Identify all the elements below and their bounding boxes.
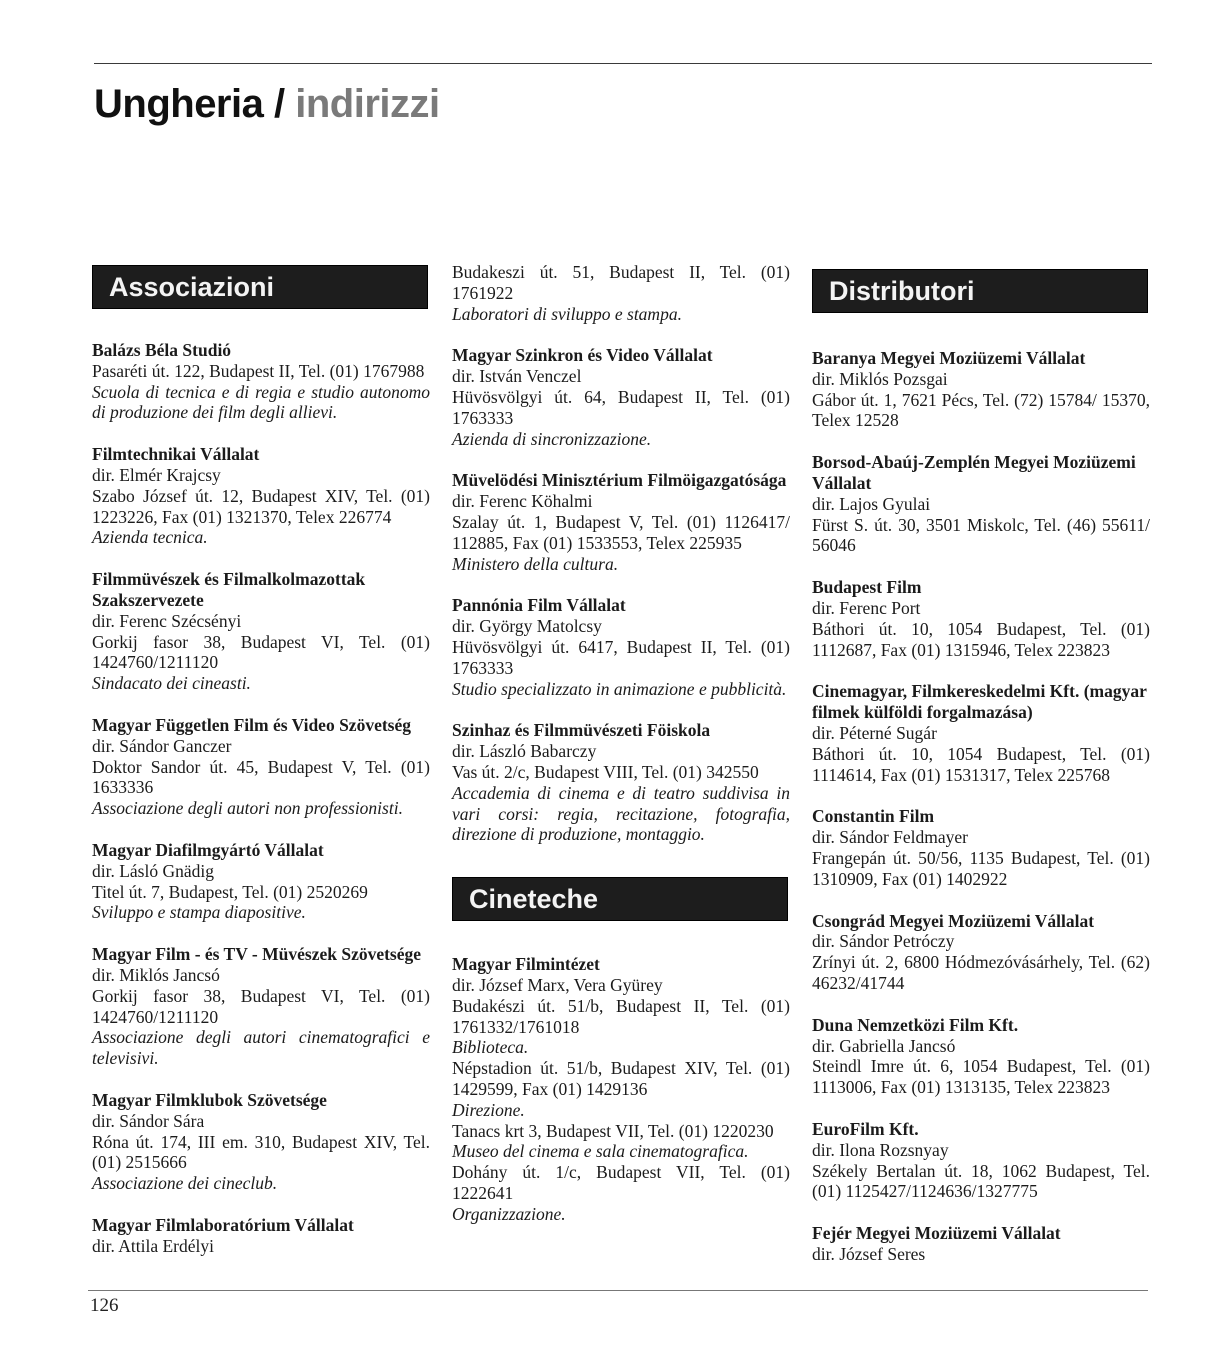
entry-name: Szinhaz és Filmmüvészeti Föiskola xyxy=(452,720,711,741)
entry-name: Magyar Filmklubok Szövetsége xyxy=(92,1089,327,1110)
section-header-cineteche: Cineteche xyxy=(452,877,788,921)
page-number: 126 xyxy=(90,1295,119,1316)
column-middle xyxy=(452,262,790,1245)
entry-line: Doktor Sandor út. 45, Budapest V, Tel. (01) 1633336 xyxy=(92,756,430,798)
directory-entry xyxy=(92,715,430,819)
entry-description: Ministero della cultura. xyxy=(452,553,619,574)
entry-line: Hüvösvölgyi út. 64, Budapest II, Tel. (01) 1763333 xyxy=(452,386,790,428)
entry-list xyxy=(812,348,1150,1265)
continued-entry xyxy=(452,262,790,324)
entry-line: dir. György Matolcsy xyxy=(452,616,602,637)
directory-entry xyxy=(812,806,1150,889)
entry-line: Fürst S. út. 30, 3501 Miskolc, Tel. (46) 55611/ 56046 xyxy=(812,514,1150,556)
directory-entry xyxy=(812,1015,1150,1098)
entry-line: Báthori út. 10, 1054 Budapest, Tel. (01) 1114614, Fax (01) 1531317, Telex 225768 xyxy=(812,743,1150,785)
entry-description: Museo del cinema e sala cinematografica. xyxy=(452,1141,749,1162)
entry-line: dir. László Babarczy xyxy=(452,741,597,762)
entry-line: dir. Péterné Sugár xyxy=(812,722,937,743)
entry-list xyxy=(452,954,790,1224)
entry-line: Vas út. 2/c, Budapest VIII, Tel. (01) 342550 xyxy=(452,761,759,782)
directory-entry xyxy=(92,840,430,923)
entry-line: dir. Lajos Gyulai xyxy=(812,493,931,514)
entry-line: Szabo József út. 12, Budapest XIV, Tel. (01) 1223226, Fax (01) 1321370, Telex 226774 xyxy=(92,485,430,527)
entry-line: dir. Ferenc Szécsényi xyxy=(92,610,242,631)
entry-line: dir. Ilona Rozsnyay xyxy=(812,1139,949,1160)
page-title xyxy=(94,80,440,128)
entry-name: Magyar Filmlaboratórium Vállalat xyxy=(92,1214,354,1235)
entry-line: Róna út. 174, III em. 310, Budapest XIV, Tel. (01) 2515666 xyxy=(92,1131,430,1173)
entry-name: Balázs Béla Studió xyxy=(92,340,232,360)
entry-line: dir. Sándor Ganczer xyxy=(92,735,232,756)
entry-line: dir. István Venczel xyxy=(452,366,582,387)
entry-list xyxy=(452,345,790,845)
entry-name: Borsod-Abaúj-Zemplén Megyei Moziüzemi Vállalat xyxy=(812,452,1136,493)
entry-line: Steindl Imre út. 6, 1054 Budapest, Tel. (01) 1113006, Fax (01) 1313135, Telex 223823 xyxy=(812,1056,1150,1098)
entry-description: Direzione. xyxy=(452,1099,525,1120)
directory-entry xyxy=(812,681,1150,785)
entry-name: Constantin Film xyxy=(812,806,935,827)
directory-entry xyxy=(92,444,430,548)
entry-line: Dohány út. 1/c, Budapest VII, Tel. (01) 1222641 xyxy=(452,1162,790,1203)
entry-line: dir. Ferenc Köhalmi xyxy=(452,491,593,512)
entry-line: dir. Attila Erdélyi xyxy=(92,1235,214,1256)
entry-description: Azienda di sincronizzazione. xyxy=(452,428,652,449)
entry-line: Hüvösvölgyi út. 6417, Budapest II, Tel. (01) 1763333 xyxy=(452,636,790,678)
section-header-distributori: Distributori xyxy=(812,269,1148,313)
entry-line: Népstadion út. 51/b, Budapest XIV, Tel. (01) 1429599, Fax (01) 1429136 xyxy=(452,1058,790,1099)
entry-line: dir. Sándor Feldmayer xyxy=(812,827,969,848)
entry-name: Müvelödési Minisztérium Filmöigazgatósága xyxy=(452,470,787,491)
entry-line: Zrínyi út. 2, 6800 Hódmezóvásárhely, Tel. (62) 46232/41744 xyxy=(812,952,1150,993)
directory-entry xyxy=(92,1215,430,1257)
entry-name: Duna Nemzetközi Film Kft. xyxy=(812,1014,1019,1035)
directory-entry xyxy=(452,720,790,845)
entry-line: dir. József Seres xyxy=(812,1243,926,1264)
directory-entry xyxy=(452,470,790,574)
entry-name: Magyar Szinkron és Video Vállalat xyxy=(452,345,713,366)
entry-name: Magyar Film - és TV - Müvészek Szövetsége xyxy=(92,944,422,965)
page-title-topic: indirizzi xyxy=(295,82,440,126)
entry-line: dir. Sándor Sára xyxy=(92,1110,205,1131)
entry-line: Pasaréti út. 122, Budapest II, Tel. (01) 1767988 xyxy=(92,360,425,381)
bottom-rule xyxy=(88,1290,1148,1291)
page-title-country: Ungheria / xyxy=(94,82,285,126)
entry-description: Studio specializzato in animazione e pubblicità. xyxy=(452,678,787,699)
entry-line: dir. József Marx, Vera Gyürey xyxy=(452,974,663,995)
directory-entry xyxy=(812,452,1150,556)
entry-line: Báthori út. 10, 1054 Budapest, Tel. (01) 1112687, Fax (01) 1315946, Telex 223823 xyxy=(812,618,1150,660)
column-distributori xyxy=(812,266,1150,1286)
entry-description: Sviluppo e stampa diapositive. xyxy=(92,902,306,923)
directory-entry xyxy=(812,577,1150,660)
entry-line: Frangepán út. 50/56, 1135 Budapest, Tel. (01) 1310909, Fax (01) 1402922 xyxy=(812,847,1150,889)
directory-entry xyxy=(812,1223,1150,1265)
entry-description: Azienda tecnica. xyxy=(92,527,208,548)
entry-name: Magyar Diafilmgyártó Vállalat xyxy=(92,839,324,860)
entry-line: Szalay út. 1, Budapest V, Tel. (01) 1126417/ 112885, Fax (01) 1533553, Telex 225935 xyxy=(452,511,790,553)
entry-line: dir. Sándor Petróczy xyxy=(812,931,955,952)
entry-name: Fejér Megyei Moziüzemi Vállalat xyxy=(812,1223,1061,1244)
entry-name: Magyar Független Film és Video Szövetség xyxy=(92,714,411,735)
section-header-associazioni: Associazioni xyxy=(92,265,428,309)
entry-description: Associazione dei cineclub. xyxy=(92,1173,278,1194)
entry-description: Scuola di tecnica e di regia e studio autonomo di produzione dei film degli allievi. xyxy=(92,381,430,423)
entry-description: Associazione degli autori cinematografici e televisivi. xyxy=(92,1027,430,1069)
entry-description: Biblioteca. xyxy=(452,1037,529,1058)
entry-name: Filmtechnikai Vállalat xyxy=(92,444,260,465)
directory-entry xyxy=(92,944,430,1069)
entry-name: Magyar Filmintézet xyxy=(452,954,600,975)
directory-entry xyxy=(452,595,790,699)
entry-name: Cinemagyar, Filmkereskedelmi Kft. (magyar filmek külföldi forgalmazása) xyxy=(812,681,1147,723)
entry-line: Budakeszi út. 51, Budapest II, Tel. (01) 1761922 xyxy=(452,262,790,303)
entry-line: Székely Bertalan út. 18, 1062 Budapest, Tel. (01) 1125427/1124636/1327775 xyxy=(812,1160,1150,1202)
entry-line: Gorkij fasor 38, Budapest VI, Tel. (01) 1424760/1211120 xyxy=(92,631,430,673)
entry-description: Laboratori di sviluppo e stampa. xyxy=(452,303,682,324)
directory-entry xyxy=(452,345,790,449)
entry-line: Budakészi út. 51/b, Budapest II, Tel. (01) 1761332/1761018 xyxy=(452,995,790,1037)
directory-entry xyxy=(812,348,1150,431)
entry-name: Pannónia Film Vállalat xyxy=(452,595,626,616)
entry-line: dir. Lásló Gnädig xyxy=(92,860,214,881)
entry-description: Sindacato dei cineasti. xyxy=(92,673,251,694)
entry-line: Tanacs krt 3, Budapest VII, Tel. (01) 1220230 xyxy=(452,1120,774,1141)
entry-description: Organizzazione. xyxy=(452,1203,566,1224)
directory-entry xyxy=(452,954,790,1224)
entry-name: Filmmüvészek és Filmalkolmazottak Szakszervezete xyxy=(92,569,366,610)
entry-description: Associazione degli autori non professionisti. xyxy=(92,798,403,819)
entry-line: Titel út. 7, Budapest, Tel. (01) 2520269 xyxy=(92,881,368,902)
entry-line: dir. Miklós Pozsgai xyxy=(812,368,948,389)
column-associazioni xyxy=(92,252,430,1277)
directory-entry xyxy=(92,340,430,423)
entry-name: Csongrád Megyei Moziüzemi Vállalat xyxy=(812,910,1095,931)
entry-line: dir. Ferenc Port xyxy=(812,597,921,618)
entry-line: Gorkij fasor 38, Budapest VI, Tel. (01) 1424760/1211120 xyxy=(92,985,430,1027)
entry-line: dir. Elmér Krajcsy xyxy=(92,464,221,485)
entry-description: Accademia di cinema e di teatro suddivisa in vari corsi: regia, recitazione, fotografia, direzione di produzione, montaggio. xyxy=(452,782,790,845)
entry-name: Budapest Film xyxy=(812,577,922,598)
entry-line: dir. Miklós Jancsó xyxy=(92,964,220,985)
entry-list xyxy=(92,340,430,1256)
top-rule xyxy=(94,63,1152,64)
entry-name: Baranya Megyei Moziüzemi Vállalat xyxy=(812,348,1086,368)
entry-name: EuroFilm Kft. xyxy=(812,1118,919,1139)
directory-entry xyxy=(92,1090,430,1194)
entry-line: dir. Gabriella Jancsó xyxy=(812,1035,956,1056)
directory-entry xyxy=(812,911,1150,994)
entry-line: Gábor út. 1, 7621 Pécs, Tel. (72) 15784/ 15370, Telex 12528 xyxy=(812,389,1150,431)
directory-entry xyxy=(812,1119,1150,1202)
directory-entry xyxy=(92,569,430,694)
